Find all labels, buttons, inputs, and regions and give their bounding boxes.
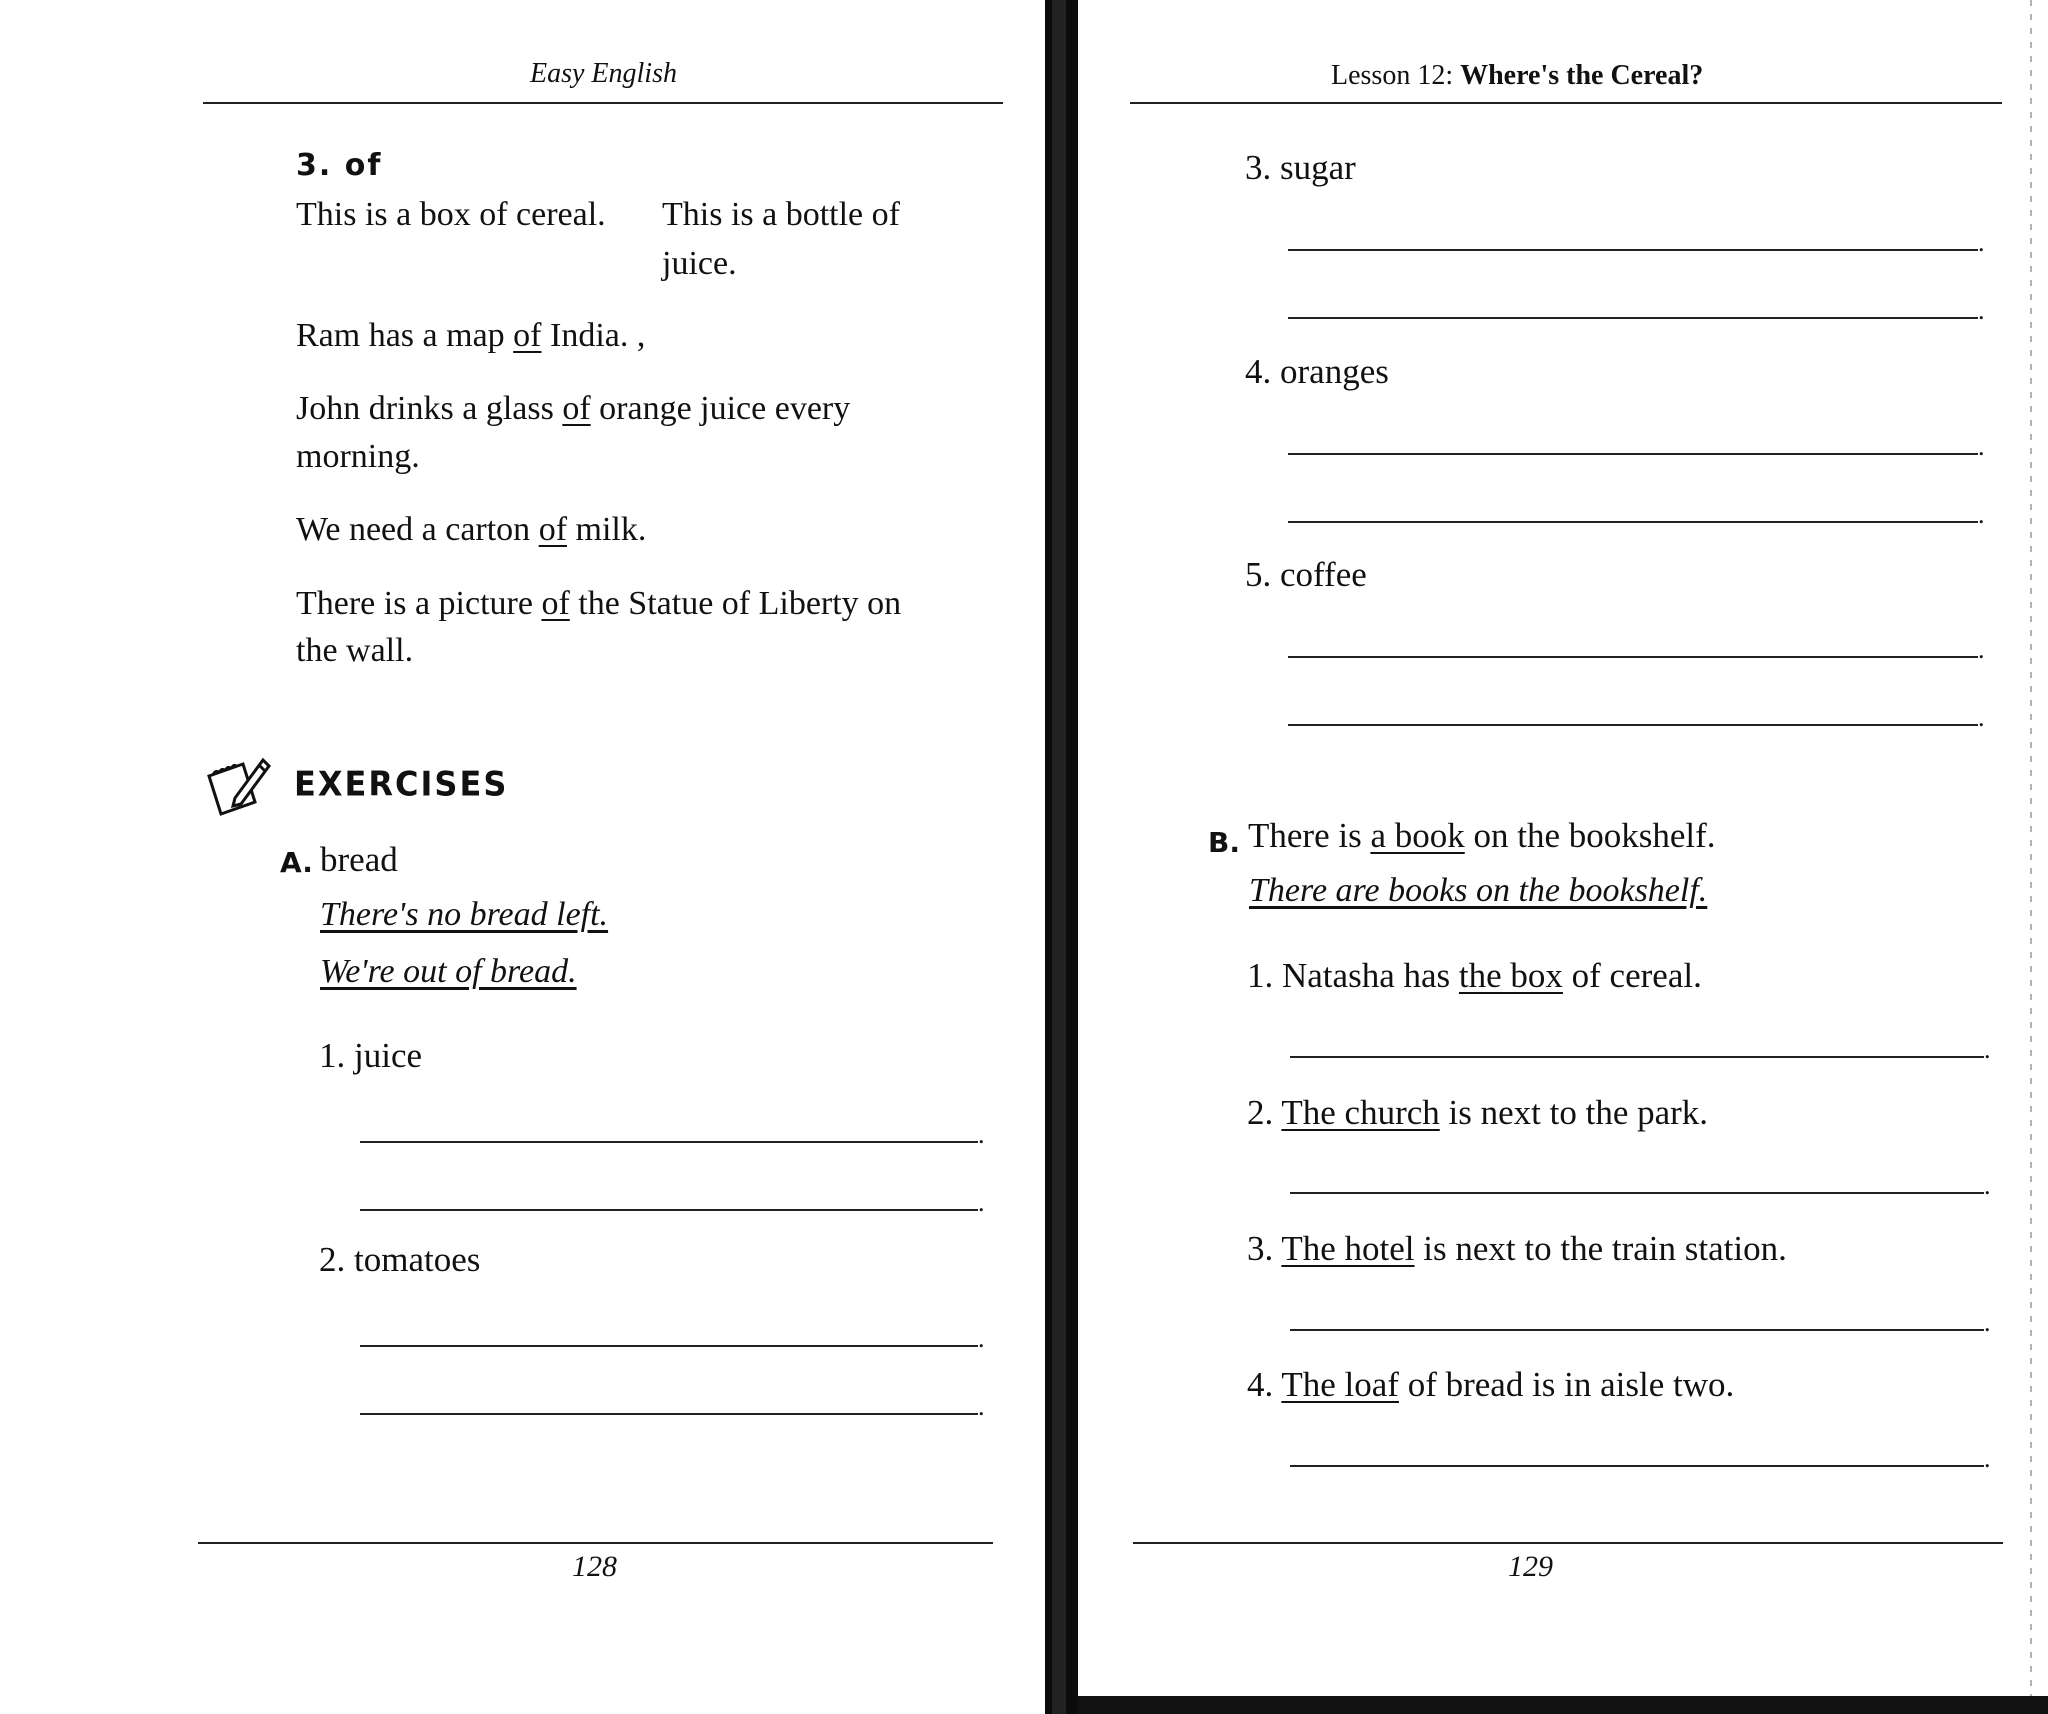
answer-blank[interactable] xyxy=(360,1413,978,1415)
answer-blank[interactable] xyxy=(1288,521,1978,523)
answer-blank[interactable] xyxy=(1290,1465,1984,1467)
example-box-of-cereal: This is a box of cereal. xyxy=(296,196,606,233)
answer-blank[interactable] xyxy=(1288,656,1978,658)
example-sentence: There is a picture of the Statue of Liberty on xyxy=(296,585,902,622)
period: . xyxy=(1978,228,1985,257)
header-rule-left xyxy=(203,102,1003,104)
answer-blank[interactable] xyxy=(1288,249,1978,251)
answer-blank[interactable] xyxy=(1290,1192,1984,1194)
footer-rule-right xyxy=(1133,1542,2003,1544)
answer-blank[interactable] xyxy=(1288,724,1978,726)
period: . xyxy=(978,1324,985,1353)
period: . xyxy=(1984,1444,1991,1473)
period: . xyxy=(1978,432,1985,461)
running-head-right: Lesson 12: Where's the Cereal? xyxy=(1331,60,1704,91)
answer-blank[interactable] xyxy=(1288,453,1978,455)
period: . xyxy=(1978,635,1985,664)
model-answer-1: There's no bread left. xyxy=(320,896,609,933)
period: . xyxy=(1984,1171,1991,1200)
example-juice: juice. xyxy=(662,245,737,282)
page-number-left: 128 xyxy=(572,1550,617,1583)
header-rule-right xyxy=(1130,102,2002,104)
period: . xyxy=(978,1188,985,1217)
period: . xyxy=(1978,703,1985,732)
period: . xyxy=(1984,1035,1991,1064)
example-bottle-of: This is a bottle of xyxy=(662,196,900,233)
answer-blank[interactable] xyxy=(360,1141,978,1143)
exercise-item: 2. The church is next to the park. xyxy=(1247,1093,1709,1132)
example-continuation: the wall. xyxy=(296,632,414,669)
example-continuation: morning. xyxy=(296,438,420,475)
exercise-item: 1. juice xyxy=(319,1036,423,1075)
answer-blank[interactable] xyxy=(1290,1329,1984,1331)
book-gutter-shadow xyxy=(1052,0,1066,1714)
period: . xyxy=(978,1392,985,1421)
exercise-item: 4. The loaf of bread is in aisle two. xyxy=(1247,1365,1735,1404)
answer-blank[interactable] xyxy=(1288,317,1978,319)
period: . xyxy=(1978,500,1985,529)
right-page xyxy=(1078,0,2048,1714)
exercise-item: 3. The hotel is next to the train station. xyxy=(1247,1229,1787,1268)
period: . xyxy=(978,1120,985,1149)
page-edge xyxy=(2030,0,2032,1714)
period: . xyxy=(1984,1308,1991,1337)
page-bottom-shadow xyxy=(1078,1696,2048,1714)
exercise-item: 3. sugar xyxy=(1245,148,1356,187)
notepad-pencil-icon xyxy=(205,754,273,824)
exercise-item: 5. coffee xyxy=(1245,555,1367,594)
example-sentence: We need a carton of milk. xyxy=(296,511,647,548)
page-number-right: 129 xyxy=(1508,1550,1553,1583)
exercise-a-label: A. xyxy=(280,846,313,879)
period: . xyxy=(1978,296,1985,325)
footer-rule-left xyxy=(198,1542,993,1544)
exercise-b-label: B. xyxy=(1208,826,1240,859)
model-answer-b: There are books on the bookshelf. xyxy=(1249,872,1708,909)
answer-blank[interactable] xyxy=(1290,1056,1984,1058)
answer-blank[interactable] xyxy=(360,1209,978,1211)
exercise-item: 1. Natasha has the box of cereal. xyxy=(1247,956,1702,995)
exercises-heading: EXERCISES xyxy=(294,764,509,804)
exercise-item: 4. oranges xyxy=(1245,352,1389,391)
example-sentence: Ram has a map of India. , xyxy=(296,317,646,354)
running-head-left: Easy English xyxy=(530,58,677,89)
exercise-b-prompt: There is a book on the bookshelf. xyxy=(1248,816,1716,855)
exercise-item: 2. tomatoes xyxy=(319,1240,481,1279)
section-heading: 3. of xyxy=(296,148,383,183)
answer-blank[interactable] xyxy=(360,1345,978,1347)
model-answer-2: We're out of bread. xyxy=(320,953,577,990)
example-sentence: John drinks a glass of orange juice every xyxy=(296,390,851,427)
exercise-a-cue: bread xyxy=(320,840,398,879)
